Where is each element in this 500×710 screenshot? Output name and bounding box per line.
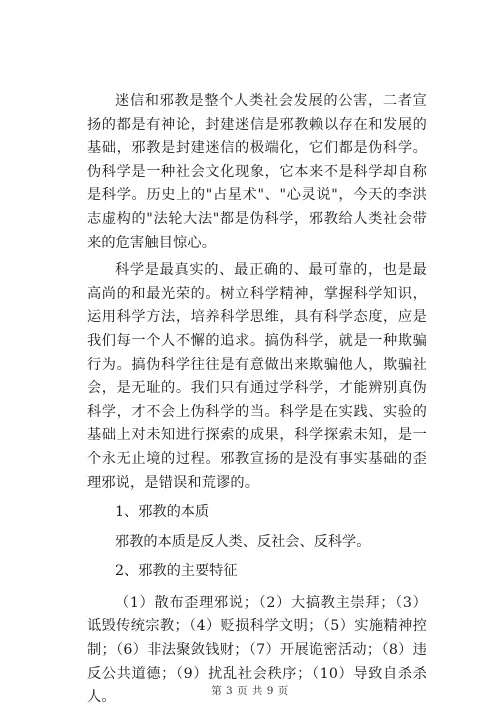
section-body-features: （1）散布歪理邪说；（2）大搞教主崇拜；（3）诋毁传统宗教；（4）贬损科学文明；（5）实施精神控制；（6）非法聚敛钱财；（7）开展诡密活动；（8）违反公共道德；（9）扰乱社会秩序；（10）导致自杀杀人。 (87, 594, 427, 706)
section-body-essence: 邪教的本质是反人类、反社会、反科学。 (115, 533, 371, 550)
paragraph-superstition-cults: 迷信和邪教是整个人类社会发展的公害，二者宣扬的都是有神论，封建迷信是邪教赖以存在和发展的基础，邪教是封建迷信的极端化，它们都是伪科学。伪科学是一种社会文化现象，它本来不是科学却自称是科学。历史上的"占星术"、"心灵说"，今天的李洪志虚构的"法轮大法"都是伪科学，邪教给人类社会带来的危害触目惊心。 (87, 93, 427, 251)
section-heading-essence: 1、邪教的本质 (115, 504, 210, 521)
paragraph-science: 科学是最真实的、最正确的、最可靠的，也是最高尚的和最光荣的。树立科学精神，掌握科学知识，运用科学方法，培养科学思维，具有科学态度，应是我们每一个人不懈的追求。搞伪科学，就是一种欺骗行为。搞伪科学往往是有意做出来欺骗他人，欺骗社会，是无耻的。我们只有通过学科学，才能辨别真伪科学，才不会上伪科学的当。科学是在实践、实验的基础上对未知进行探索的成果，科学探索未知，是一个永无止境的过程。邪教宣扬的是没有事实基础的歪理邪说，是错误和荒谬的。 (87, 262, 427, 491)
document-body (87, 90, 427, 710)
page-number-footer: 第 3 页 共 9 页 (211, 685, 289, 697)
section-heading-features: 2、邪教的主要特征 (115, 563, 238, 580)
